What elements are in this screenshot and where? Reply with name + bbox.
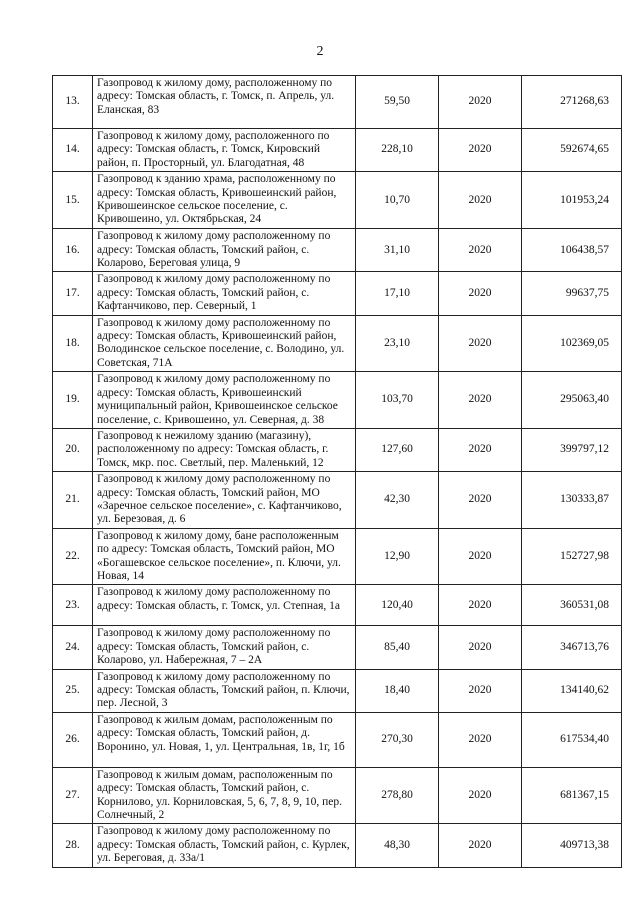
- object-cost: 99637,75: [522, 272, 622, 315]
- row-number: 20.: [53, 428, 93, 471]
- object-description: Газопровод к нежилому зданию (магазину), расположенному по адресу: Томская область, г. Томск, мкр. пос. Светлый, пер. Маленький, 12: [93, 428, 356, 471]
- row-number: 27.: [53, 767, 93, 824]
- object-cost: 409713,38: [522, 824, 622, 868]
- page-number: 2: [316, 44, 324, 59]
- object-cost: 295063,40: [522, 372, 622, 429]
- row-number: 22.: [53, 528, 93, 585]
- table-row: [53, 669, 622, 712]
- row-number: 17.: [53, 272, 93, 315]
- object-description: Газопровод к жилому дому расположенному по адресу: Томская область, Кривошеинский муниципальный район, Кривошеинское сельское поселение, с. Кривошеино, ул. Северная, д. 38: [93, 372, 356, 429]
- object-year: 2020: [439, 272, 522, 315]
- object-description: Газопровод к жилым домам, расположенным по адресу: Томская область, Томский район, д. Воронино, ул. Новая, 1, ул. Центральная, 1в, 1г, 1б: [93, 712, 356, 767]
- objects-table: [52, 75, 622, 868]
- row-number: 28.: [53, 824, 93, 868]
- object-description: Газопровод к жилому дому, расположенному по адресу: Томская область, г. Томск, п. Апрель, ул. Еланская, 83: [93, 76, 356, 129]
- object-cost: 102369,05: [522, 315, 622, 372]
- object-cost: 617534,40: [522, 712, 622, 767]
- table-row: [53, 472, 622, 529]
- object-length: 103,70: [356, 372, 439, 429]
- table-row: [53, 767, 622, 824]
- row-number: 15.: [53, 172, 93, 229]
- object-cost: 360531,08: [522, 585, 622, 626]
- object-length: 18,40: [356, 669, 439, 712]
- object-length: 270,30: [356, 712, 439, 767]
- table-row: [53, 824, 622, 868]
- row-number: 19.: [53, 372, 93, 429]
- object-description: Газопровод к жилому дому расположенному по адресу: Томская область, Томский район, МО «Заречное сельское поселение», с. Кафтанчиково, ул. Березовая, д. 6: [93, 472, 356, 529]
- object-cost: 152727,98: [522, 528, 622, 585]
- object-year: 2020: [439, 712, 522, 767]
- object-description: Газопровод к жилому дому расположенному по адресу: Томская область, Томский район, с. Курлек, ул. Береговая, д. 33а/1: [93, 824, 356, 868]
- object-year: 2020: [439, 76, 522, 129]
- object-length: 31,10: [356, 229, 439, 272]
- object-year: 2020: [439, 824, 522, 868]
- object-cost: 271268,63: [522, 76, 622, 129]
- object-length: 17,10: [356, 272, 439, 315]
- object-year: 2020: [439, 372, 522, 429]
- object-year: 2020: [439, 626, 522, 669]
- row-number: 21.: [53, 472, 93, 529]
- table-row: [53, 372, 622, 429]
- object-length: 127,60: [356, 428, 439, 471]
- object-year: 2020: [439, 229, 522, 272]
- object-length: 278,80: [356, 767, 439, 824]
- object-description: Газопровод к жилому дому, расположенного по адресу: Томская область, г. Томск, Кировский район, п. Просторный, ул. Благодатная, 48: [93, 129, 356, 172]
- object-length: 10,70: [356, 172, 439, 229]
- object-cost: 134140,62: [522, 669, 622, 712]
- object-description: Газопровод к жилому дому расположенному по адресу: Томская область, Томский район, с. Кафтанчиково, пер. Северный, 1: [93, 272, 356, 315]
- table-row: [53, 528, 622, 585]
- object-cost: 592674,65: [522, 129, 622, 172]
- object-description: Газопровод к жилому дому расположенному по адресу: Томская область, Томский район, с. Коларово, ул. Набережная, 7 – 2А: [93, 626, 356, 669]
- object-year: 2020: [439, 315, 522, 372]
- object-cost: 681367,15: [522, 767, 622, 824]
- table-row: [53, 315, 622, 372]
- object-description: Газопровод к жилому дому расположенному по адресу: Томская область, Томский район, с. Коларово, Береговая улица, 9: [93, 229, 356, 272]
- object-cost: 346713,76: [522, 626, 622, 669]
- row-number: 14.: [53, 129, 93, 172]
- object-description: Газопровод к зданию храма, расположенному по адресу: Томская область, Кривошеинский район, Кривошеинское сельское поселение, с. Кривошеино, ул. Октябрьская, 24: [93, 172, 356, 229]
- row-number: 25.: [53, 669, 93, 712]
- table-row: [53, 129, 622, 172]
- object-year: 2020: [439, 129, 522, 172]
- object-cost: 130333,87: [522, 472, 622, 529]
- object-year: 2020: [439, 428, 522, 471]
- object-year: 2020: [439, 472, 522, 529]
- object-description: Газопровод к жилым домам, расположенным по адресу: Томская область, Томский район, с. Корнилово, ул. Корниловская, 5, 6, 7, 8, 9, 10, пер. Солнечный, 2: [93, 767, 356, 824]
- row-number: 16.: [53, 229, 93, 272]
- object-length: 42,30: [356, 472, 439, 529]
- object-description: Газопровод к жилому дому расположенному по адресу: Томская область, г. Томск, ул. Степная, 1а: [93, 585, 356, 626]
- object-year: 2020: [439, 669, 522, 712]
- object-length: 48,30: [356, 824, 439, 868]
- object-description: Газопровод к жилому дому, бане расположенным по адресу: Томская область, Томский район, МО «Богашевское сельское поселение», п. Ключи, ул. Новая, 14: [93, 528, 356, 585]
- table-row: [53, 76, 622, 129]
- table-row: [53, 585, 622, 626]
- table-row: [53, 712, 622, 767]
- object-cost: 106438,57: [522, 229, 622, 272]
- row-number: 18.: [53, 315, 93, 372]
- row-number: 26.: [53, 712, 93, 767]
- object-cost: 399797,12: [522, 428, 622, 471]
- object-length: 228,10: [356, 129, 439, 172]
- object-length: 12,90: [356, 528, 439, 585]
- object-length: 23,10: [356, 315, 439, 372]
- row-number: 23.: [53, 585, 93, 626]
- object-cost: 101953,24: [522, 172, 622, 229]
- row-number: 24.: [53, 626, 93, 669]
- table-row: [53, 626, 622, 669]
- object-length: 59,50: [356, 76, 439, 129]
- object-length: 85,40: [356, 626, 439, 669]
- object-description: Газопровод к жилому дому расположенному по адресу: Томская область, Томский район, п. Ключи, пер. Лесной, 3: [93, 669, 356, 712]
- table-row: [53, 428, 622, 471]
- object-year: 2020: [439, 767, 522, 824]
- object-year: 2020: [439, 585, 522, 626]
- object-length: 120,40: [356, 585, 439, 626]
- table-row: [53, 272, 622, 315]
- object-year: 2020: [439, 528, 522, 585]
- table-row: [53, 229, 622, 272]
- object-description: Газопровод к жилому дому расположенному по адресу: Томская область, Кривошеинский район, Володинское сельское поселение, с. Володино, ул. Советская, 71А: [93, 315, 356, 372]
- row-number: 13.: [53, 76, 93, 129]
- object-year: 2020: [439, 172, 522, 229]
- table-row: [53, 172, 622, 229]
